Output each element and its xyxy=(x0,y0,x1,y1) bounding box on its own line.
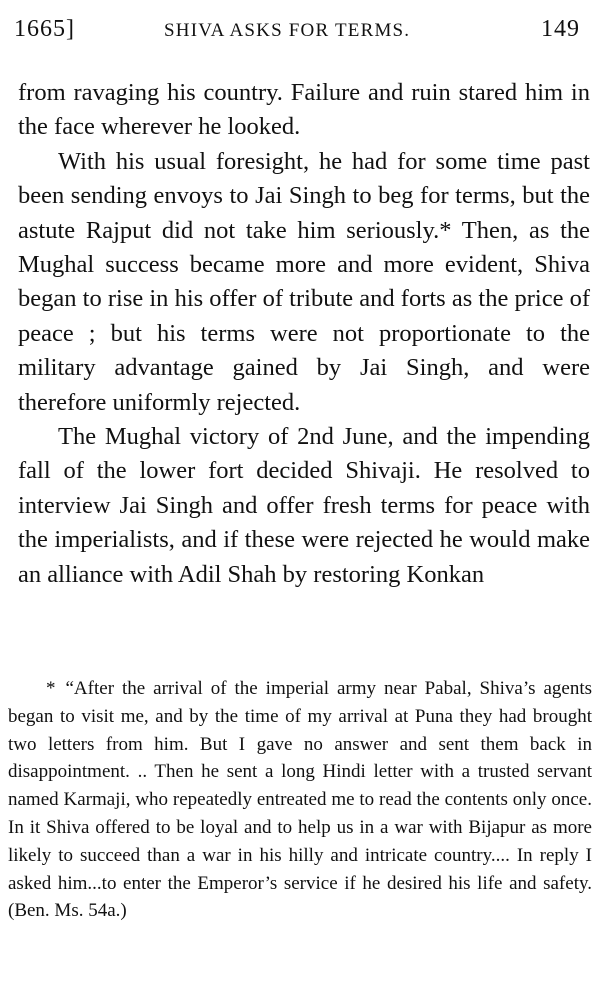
paragraph-envoys: With his usual foresight, he had for some time past been sending envoys to Jai Singh to beg for terms, but the astute Rajput did not take him seriously.* Then, as the Mughal success became more and more evident, Shiva began to rise in his offer of tribute and forts as the price of peace ; but his terms were not proportionate to the military advantage gained by Jai Singh, and were therefore uniformly rejected. xyxy=(18,147,590,416)
page-number: 149 xyxy=(541,16,580,42)
paragraph-continuation: from ravaging his country. Failure and ruin stared him in the face wherever he looked. xyxy=(18,79,590,141)
running-head-title: SHIVA ASKS FOR TERMS. xyxy=(164,20,411,41)
running-head-year: 1665] xyxy=(14,16,75,42)
running-head xyxy=(14,16,580,50)
footnote-text: “After the arrival of the imperial army near Pabal, Shiva’s agents began to visit me, and by the time of my arrival at Puna they had brought two letters from him. But I gave no answer and sent them back in disappointment. .. Then he sent a long Hindi letter with a trusted servant named Karmaji, who repeatedly entreated me to read the contents only once. In it Shiva offered to be loyal and to help us in a war with Bijapur as more likely to succeed than a war in his hilly and intricate country.... In reply I asked him...to enter the Emperor’s service if he desired his life and safety. (Ben. Ms. 54a.) xyxy=(8,678,592,922)
paragraph-mughal-victory: The Mughal victory of 2nd June, and the impending fall of the lower fort decided Shivaji. He resolved to interview Jai Singh and offer fresh terms for peace with the imperialists, and if these were rejected he would make an alliance with Adil Shah by restoring Konkan xyxy=(18,423,590,588)
footnote-marker: * xyxy=(46,678,56,699)
footnote xyxy=(8,675,592,925)
footnote-paragraph xyxy=(8,675,592,925)
body-text xyxy=(18,76,590,592)
